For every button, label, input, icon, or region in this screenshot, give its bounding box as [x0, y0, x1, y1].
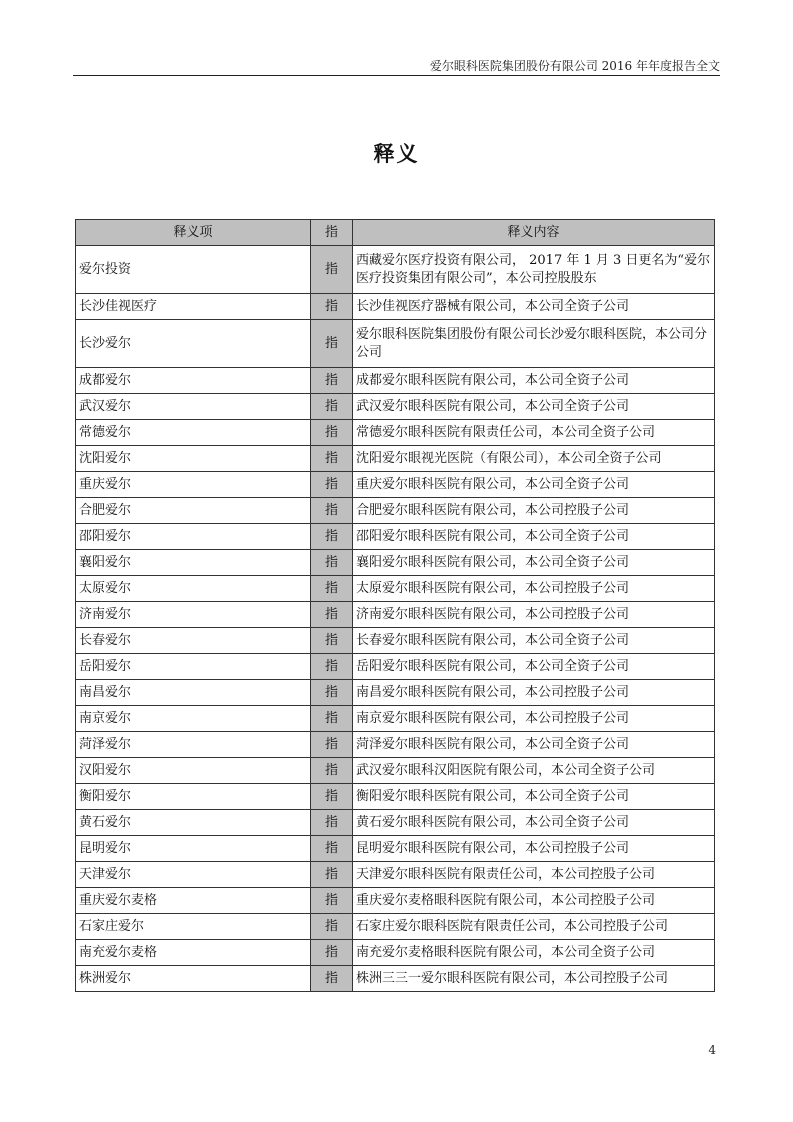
term-cell: 长沙爱尔 [76, 320, 311, 368]
definition-cell: 衡阳爱尔眼科医院有限公司，本公司全资子公司 [353, 784, 715, 810]
term-cell: 南充爱尔麦格 [76, 940, 311, 966]
ref-cell: 指 [311, 294, 353, 320]
column-header-term: 释义项 [76, 220, 311, 246]
table-row [76, 680, 715, 706]
ref-cell: 指 [311, 602, 353, 628]
term-cell: 邵阳爱尔 [76, 524, 311, 550]
table-row [76, 836, 715, 862]
ref-cell: 指 [311, 654, 353, 680]
table-row [76, 758, 715, 784]
table-row [76, 628, 715, 654]
table-row [76, 888, 715, 914]
ref-cell: 指 [311, 836, 353, 862]
definition-cell: 常德爱尔眼科医院有限责任公司，本公司全资子公司 [353, 420, 715, 446]
ref-cell: 指 [311, 862, 353, 888]
definition-cell: 菏泽爱尔眼科医院有限公司，本公司全资子公司 [353, 732, 715, 758]
table-row [76, 524, 715, 550]
table-header-row [76, 220, 715, 246]
ref-cell: 指 [311, 446, 353, 472]
ref-cell: 指 [311, 576, 353, 602]
term-cell: 长春爱尔 [76, 628, 311, 654]
definition-cell: 长春爱尔眼科医院有限公司，本公司全资子公司 [353, 628, 715, 654]
term-cell: 太原爱尔 [76, 576, 311, 602]
ref-cell: 指 [311, 966, 353, 992]
definition-cell: 天津爱尔眼科医院有限责任公司，本公司控股子公司 [353, 862, 715, 888]
table-row [76, 472, 715, 498]
term-cell: 南昌爱尔 [76, 680, 311, 706]
table-row [76, 576, 715, 602]
ref-cell: 指 [311, 420, 353, 446]
header-rule [73, 75, 720, 76]
ref-cell: 指 [311, 810, 353, 836]
ref-cell: 指 [311, 706, 353, 732]
table-row [76, 706, 715, 732]
ref-cell: 指 [311, 680, 353, 706]
table-row [76, 420, 715, 446]
term-cell: 汉阳爱尔 [76, 758, 311, 784]
page-title: 释义 [373, 141, 420, 166]
definitions-table-body [76, 246, 715, 992]
ref-cell: 指 [311, 498, 353, 524]
definition-cell: 沈阳爱尔眼视光医院（有限公司），本公司全资子公司 [353, 446, 715, 472]
ref-cell: 指 [311, 758, 353, 784]
definition-cell: 合肥爱尔眼科医院有限公司，本公司控股子公司 [353, 498, 715, 524]
term-cell: 重庆爱尔麦格 [76, 888, 311, 914]
definition-cell: 昆明爱尔眼科医院有限公司，本公司控股子公司 [353, 836, 715, 862]
term-cell: 昆明爱尔 [76, 836, 311, 862]
table-row [76, 602, 715, 628]
ref-cell: 指 [311, 784, 353, 810]
ref-cell: 指 [311, 940, 353, 966]
term-cell: 襄阳爱尔 [76, 550, 311, 576]
table-row [76, 966, 715, 992]
ref-cell: 指 [311, 888, 353, 914]
term-cell: 武汉爱尔 [76, 394, 311, 420]
table-row [76, 550, 715, 576]
term-cell: 沈阳爱尔 [76, 446, 311, 472]
ref-cell: 指 [311, 368, 353, 394]
table-row [76, 446, 715, 472]
table-row [76, 368, 715, 394]
term-cell: 菏泽爱尔 [76, 732, 311, 758]
definition-cell: 长沙佳视医疗器械有限公司，本公司全资子公司 [353, 294, 715, 320]
definition-cell: 济南爱尔眼科医院有限公司，本公司控股子公司 [353, 602, 715, 628]
term-cell: 长沙佳视医疗 [76, 294, 311, 320]
definition-cell: 武汉爱尔眼科汉阳医院有限公司，本公司全资子公司 [353, 758, 715, 784]
definition-cell: 石家庄爱尔眼科医院有限责任公司，本公司控股子公司 [353, 914, 715, 940]
term-cell: 成都爱尔 [76, 368, 311, 394]
table-row [76, 394, 715, 420]
definition-cell: 邵阳爱尔眼科医院有限公司，本公司全资子公司 [353, 524, 715, 550]
table-row [76, 294, 715, 320]
definition-cell: 南京爱尔眼科医院有限公司，本公司控股子公司 [353, 706, 715, 732]
definition-cell: 太原爱尔眼科医院有限公司，本公司控股子公司 [353, 576, 715, 602]
definition-cell: 襄阳爱尔眼科医院有限公司，本公司全资子公司 [353, 550, 715, 576]
term-cell: 石家庄爱尔 [76, 914, 311, 940]
term-cell: 株洲爱尔 [76, 966, 311, 992]
ref-cell: 指 [311, 550, 353, 576]
ref-cell: 指 [311, 320, 353, 368]
column-header-definition: 释义内容 [353, 220, 715, 246]
ref-cell: 指 [311, 914, 353, 940]
term-cell: 重庆爱尔 [76, 472, 311, 498]
ref-cell: 指 [311, 246, 353, 294]
definition-cell: 爱尔眼科医院集团股份有限公司长沙爱尔眼科医院，本公司分公司 [353, 320, 715, 368]
definition-cell: 重庆爱尔麦格眼科医院有限公司，本公司控股子公司 [353, 888, 715, 914]
term-cell: 衡阳爱尔 [76, 784, 311, 810]
definition-cell: 南充爱尔麦格眼科医院有限公司，本公司全资子公司 [353, 940, 715, 966]
running-header: 爱尔眼科医院集团股份有限公司 2016 年年度报告全文 [429, 59, 720, 73]
table-row [76, 940, 715, 966]
term-cell: 常德爱尔 [76, 420, 311, 446]
ref-cell: 指 [311, 732, 353, 758]
term-cell: 岳阳爱尔 [76, 654, 311, 680]
term-cell: 合肥爱尔 [76, 498, 311, 524]
definition-cell: 株洲三三一爱尔眼科医院有限公司，本公司控股子公司 [353, 966, 715, 992]
term-cell: 天津爱尔 [76, 862, 311, 888]
table-row [76, 862, 715, 888]
term-cell: 济南爱尔 [76, 602, 311, 628]
term-cell: 南京爱尔 [76, 706, 311, 732]
definition-cell: 黄石爱尔眼科医院有限公司，本公司全资子公司 [353, 810, 715, 836]
table-row [76, 732, 715, 758]
definition-cell: 西藏爱尔医疗投资有限公司， 2017 年 1 月 3 日更名为“爱尔医疗投资集团有限公司”，本公司控股股东 [353, 246, 715, 294]
definition-cell: 南昌爱尔眼科医院有限公司，本公司控股子公司 [353, 680, 715, 706]
table-row [76, 810, 715, 836]
column-header-ref: 指 [311, 220, 353, 246]
ref-cell: 指 [311, 394, 353, 420]
table-row [76, 246, 715, 294]
definition-cell: 成都爱尔眼科医院有限公司，本公司全资子公司 [353, 368, 715, 394]
term-cell: 爱尔投资 [76, 246, 311, 294]
page-number: 4 [708, 1043, 716, 1057]
term-cell: 黄石爱尔 [76, 810, 311, 836]
table-row [76, 784, 715, 810]
table-row [76, 654, 715, 680]
table-row [76, 320, 715, 368]
definition-cell: 岳阳爱尔眼科医院有限公司，本公司全资子公司 [353, 654, 715, 680]
table-row [76, 914, 715, 940]
ref-cell: 指 [311, 524, 353, 550]
definition-cell: 重庆爱尔眼科医院有限公司，本公司全资子公司 [353, 472, 715, 498]
definitions-table [75, 219, 715, 992]
ref-cell: 指 [311, 628, 353, 654]
ref-cell: 指 [311, 472, 353, 498]
definition-cell: 武汉爱尔眼科医院有限公司，本公司全资子公司 [353, 394, 715, 420]
table-row [76, 498, 715, 524]
